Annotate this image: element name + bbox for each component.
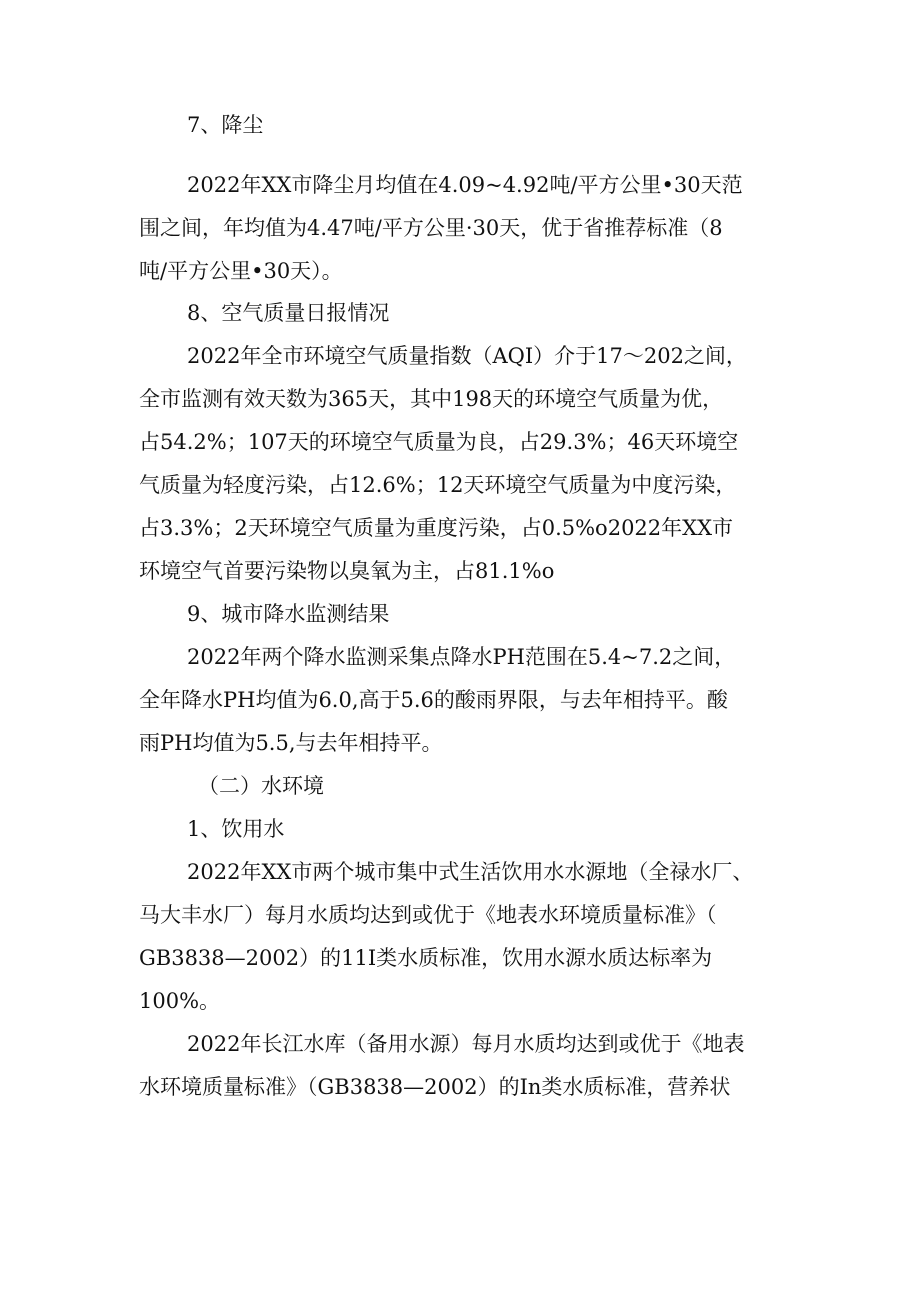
paragraph-line: 2022年全市环境空气质量指数（AQI）介于17～202之间， [187,344,747,368]
paragraph-line: 围之间，年均值为4.47吨/平方公里·30天，优于省推荐标准（8 [139,216,723,240]
paragraph-line: 100%。 [139,989,221,1013]
paragraph-line: 2022年长江水库（备用水源）每月水质均达到或优于《地表 [187,1032,745,1056]
paragraph-line: 2022年XX市两个城市集中式生活饮用水水源地（全禄水厂、 [187,860,754,884]
paragraph-line: 占3.3%；2天环境空气质量为重度污染，占0.5%o2022年XX市 [139,516,734,540]
section-heading-air-quality: 8、空气质量日报情况 [187,301,390,325]
section-heading-precipitation: 9、城市降水监测结果 [187,602,390,626]
subsection-heading-water-environment: （二）水环境 [198,774,324,798]
paragraph-line: 马大丰水厂）每月水质均达到或优于《地表水环境质量标准》（ [139,903,717,927]
paragraph-line: 水环境质量标准》（GB3838—2002）的In类水质标准，营养状 [139,1075,731,1099]
section-heading-dustfall: 7、降尘 [187,113,264,137]
paragraph-line: 气质量为轻度污染，占12.6%；12天环境空气质量为中度污染， [139,473,737,497]
paragraph-line: 环境空气首要污染物以臭氧为主，占81.1%o [139,559,555,583]
paragraph-line: GB3838—2002）的11I类水质标准，饮用水源水质达标率为 [139,946,713,970]
paragraph-line: 全年降水PH均值为6.0,高于5.6的酸雨界限，与去年相持平。酸 [139,688,728,712]
paragraph-line: 占54.2%；107天的环境空气质量为良，占29.3%；46天环境空 [139,430,739,454]
paragraph-line: 雨PH均值为5.5,与去年相持平。 [139,731,443,755]
section-heading-drinking-water: 1、饮用水 [187,817,285,841]
paragraph-line: 2022年XX市降尘月均值在4.09~4.92吨/平方公里•30天范 [187,173,743,197]
paragraph-line: 全市监测有效天数为365天，其中198天的环境空气质量为优， [139,387,724,411]
paragraph-line: 吨/平方公里•30天）。 [139,259,343,283]
paragraph-line: 2022年两个降水监测采集点降水PH范围在5.4~7.2之间， [187,645,736,669]
